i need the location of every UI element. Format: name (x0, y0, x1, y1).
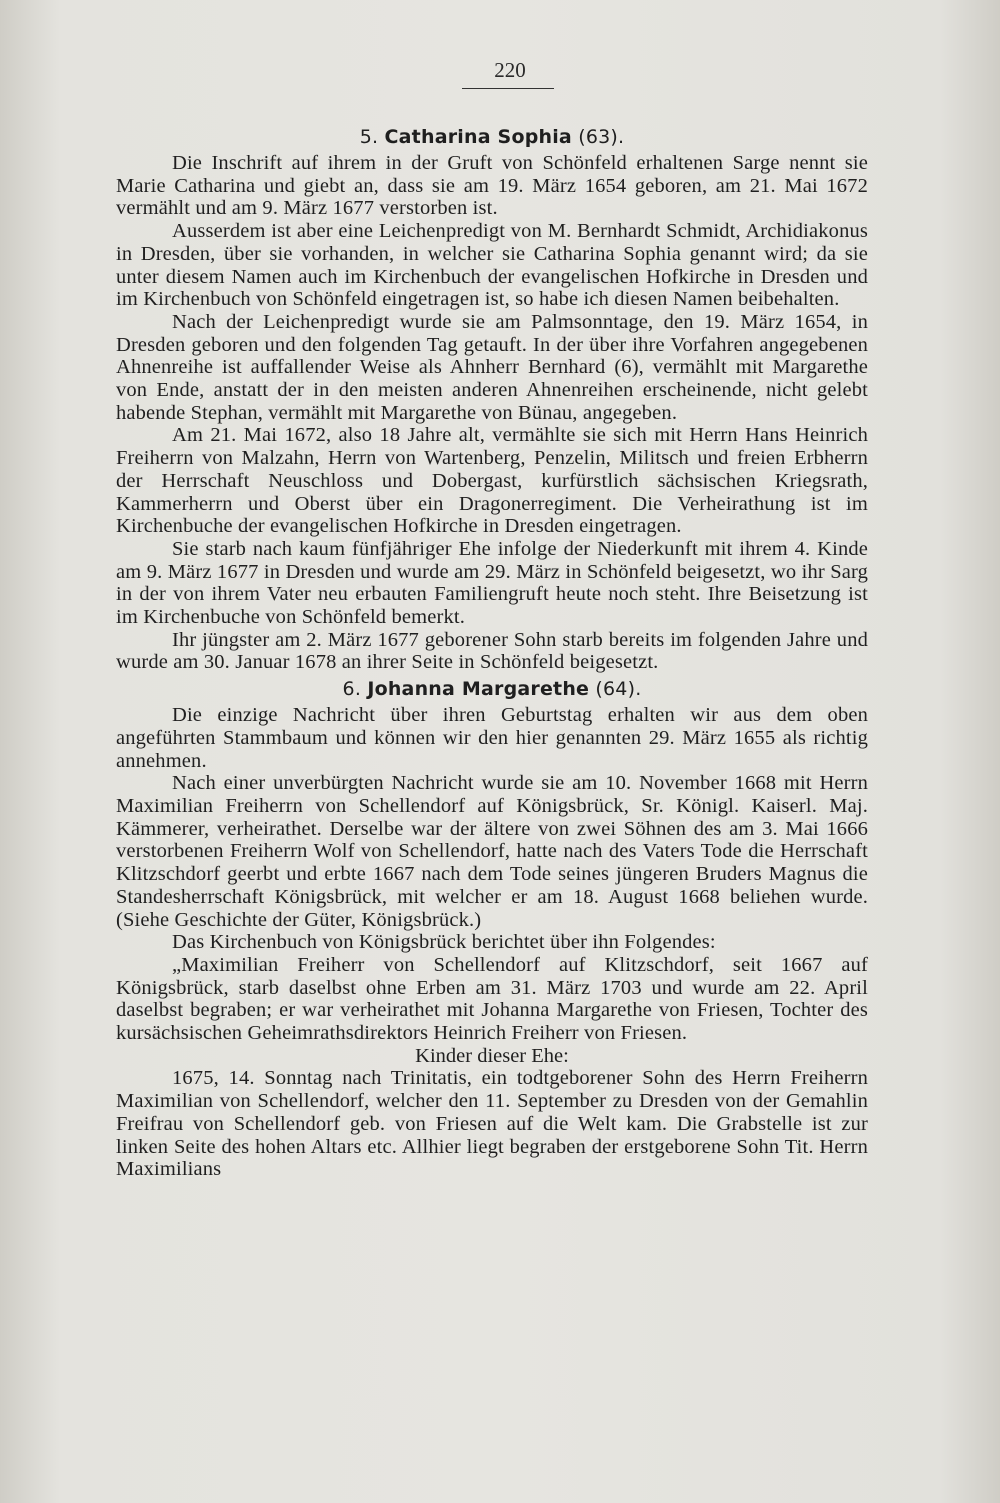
paragraph: Die einzige Nachricht über ihren Geburtstag erhalten wir aus dem oben angeführten Stammbaum und können wir den hier genannten 29. März 1655 als richtig annehmen. (116, 704, 868, 772)
section-ref: (64). (595, 678, 642, 701)
page-number: 220 (494, 58, 526, 82)
children-subheading: Kinder dieser Ehe: (415, 1044, 569, 1067)
section-number: 6. (342, 678, 362, 701)
paragraph: Sie starb nach kaum fünfjähriger Ehe infolge der Niederkunft mit ihrem 4. Kinde am 9. März 1677 in Dresden und wurde am 29. März in Schönfeld beigesetzt, wo ihr Sarg in der von ihrem Vater neu erbauten Familiengruft heute noch steht. Ihre Beisetzung ist im Kirchenbuche von Schönfeld bemerkt. (116, 537, 868, 629)
paragraph: Ausserdem ist aber eine Leichenpredigt von M. Bernhardt Schmidt, Archidiakonus in Dresden, über sie vorhanden, in welcher sie Catharina Sophia genannt wird; da sie unter diesem Namen auch im Kirchenbuch der evangelischen Hofkirche in Dresden und im Kirchenbuch von Schönfeld eingetragen ist, so habe ich diesen Namen beibehalten. (116, 220, 868, 311)
paragraph: Das Kirchenbuch von Königsbrück berichtet über ihn Folgendes: (172, 931, 716, 954)
section-ref: (63). (578, 126, 625, 148)
paragraph: Nach einer unverbürgten Nachricht wurde sie am 10. November 1668 mit Herrn Maximilian Freiherrn von Schellendorf auf Königsbrück, Sr. Königl. Kaiserl. Maj. Kämmerer, verheirathet. Derselbe war der ältere von zwei Söhnen des am 3. Mai 1666 verstorbenen Freiherrn Wolf von Schellendorf, hatte nach des Vaters Tode die Herrschaft Klitzschdorf geerbt und erbte 1667 nach dem Tode seines jüngeren Bruders Magnus die Standesherrschaft Königsbrück, mit welcher er am 18. August 1668 beliehen wurde. (Siehe Geschichte der Güter, Königsbrück.) (116, 772, 868, 931)
paragraph: Ihr jüngster am 2. März 1677 geborener Sohn starb bereits im folgenden Jahre und wurde am 30. Januar 1678 an ihrer Seite in Schönfeld beigesetzt. (116, 628, 868, 674)
page-number-rule (462, 88, 554, 89)
paragraph: 1675, 14. Sonntag nach Trinitatis, ein todtgeborener Sohn des Herrn Freiherrn Maximilian von Schellendorf, welcher den 11. September zu Dresden von der Gemahlin Freifrau von Schellendorf geb. von Friesen auf die Welt kam. Die Grabstelle ist zur linken Seite des hohen Altars etc. Allhier liegt begraben der erstgeborene Sohn Tit. Herrn Maximilians (116, 1067, 868, 1181)
paragraph: Nach der Leichenpredigt wurde sie am Palmsonntage, den 19. März 1654, in Dresden geboren und den folgenden Tag getauft. In der über ihre Vorfahren angegebenen Ahnenreihe ist auffallender Weise als Ahnherr Bernhard (6), vermählt mit Margarethe von Ende, anstatt der in den meisten anderen Ahnenreihen erscheinende, nicht gelebt habende Stephan, vermählt mit Margarethe von Bünau, angegeben. (116, 310, 868, 424)
section-name: Johanna Margarethe (367, 678, 590, 701)
quotation-paragraph: „Maximilian Freiherr von Schellendorf auf Klitzschdorf, seit 1667 auf Königsbrück, starb daselbst ohne Erben am 31. März 1703 und wurde am 22. April daselbst begraben; er war verheirathet mit Johanna Margarethe von Friesen, Tochter des kursächsischen Geheimrathsdirektors Heinrich Freiherr von Friesen. (116, 953, 868, 1045)
section-number: 5. (359, 126, 379, 148)
paragraph: Die Inschrift auf ihrem in der Gruft von Schönfeld erhaltenen Sarge nennt sie Marie Catharina und giebt an, dass sie am 19. März 1654 geboren, am 21. Mai 1672 vermählt und am 9. März 1677 verstorben ist. (116, 152, 868, 220)
section-name: Catharina Sophia (384, 126, 572, 148)
section-heading-6 (116, 674, 868, 704)
paragraph: Am 21. Mai 1672, also 18 Jahre alt, vermählte sie sich mit Herrn Hans Heinrich Freiherrn von Malzahn, Herrn von Wartenberg, Penzelin, Militsch und freien Erbherrn der Herrschaft Neuschloss und Dobergast, kurfürstlich sächsischen Kriegsrath, Kammerherrn und Oberst über ein Dragonerregiment. Die Verheirathung ist im Kirchenbuche der evangelischen Hofkirche in Dresden eingetragen. (116, 424, 868, 538)
page-body (116, 122, 868, 1181)
section-heading-5 (116, 122, 868, 152)
